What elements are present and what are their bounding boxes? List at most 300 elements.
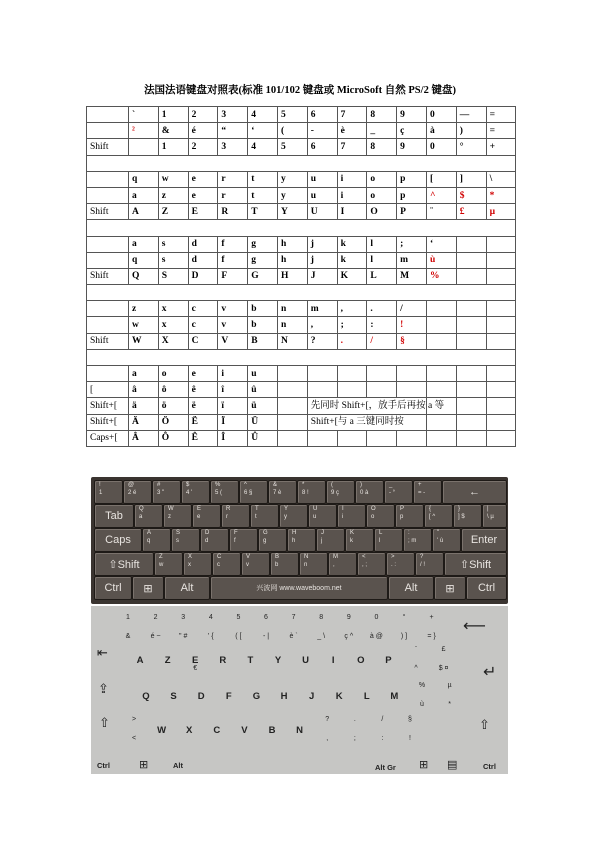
table-cell [456,236,486,252]
table-cell: i [337,187,367,203]
table-row [87,414,516,430]
key-shift-char: L [379,530,383,536]
table-spacer-cell [87,349,516,365]
key-shift-char: Y [284,506,289,512]
table-cell: v [218,317,248,333]
key-base-char: é ~ [150,633,161,640]
caps-lock-icon: ⇪ [98,682,109,697]
table-cell: p [397,187,427,203]
windows-icon-key [434,576,466,600]
table-cell: / [397,301,427,317]
key-base-char: x [188,562,191,568]
table-cell: g [248,252,278,268]
table-cell: z [129,301,159,317]
table-cell: u [307,187,337,203]
key-base-char: 3 " [157,490,165,496]
table-row [87,236,516,252]
table-cell [337,366,367,382]
table-cell: “ [218,123,248,139]
table-cell: ; [337,317,367,333]
table-cell: 1 [158,107,188,123]
key-shift-char: ^ [244,482,247,488]
table-row [87,285,516,301]
table-cell: ö [158,398,188,414]
table-cell [486,382,516,398]
key-shift-char: T [255,506,259,512]
key-main-char: Z [164,655,171,666]
table-cell: Q [129,268,159,284]
key-base-char: ( [ [235,633,242,640]
table-cell: & [158,123,188,139]
table-cell: ( [277,123,307,139]
table-cell: — [456,107,486,123]
key-main-char: A [136,655,144,666]
key [453,504,482,528]
key [411,682,433,710]
key-base-char: , ; [362,562,368,568]
table-cell: ô [158,382,188,398]
key [212,646,234,674]
key-base-char: " # [179,633,188,640]
table-row-label [87,366,129,382]
key-base-char: & [125,633,131,640]
table-cell [426,382,456,398]
table-cell [486,301,516,317]
table-row [87,139,516,155]
key [117,614,139,642]
key-main-char: O [357,655,365,666]
table-cell: d [188,236,218,252]
key-main-char: H [280,691,288,702]
windows-icon-key-label: ⊞ [143,582,153,595]
key-base-char: b [275,562,279,568]
table-cell: 8 [367,107,397,123]
table-cell: a [129,366,159,382]
table-cell: t [248,171,278,187]
table-cell: k [337,252,367,268]
table-cell: A [129,204,159,220]
key [295,646,317,674]
windows-icon: ⊞ [419,758,429,771]
key-base-char: s [176,538,179,544]
key-base-char: ' ù [437,538,444,544]
key-base-char: d [205,538,209,544]
windows-icon-key [132,576,164,600]
key [171,528,200,552]
key [432,528,461,552]
table-cell: Ö [158,414,188,430]
key [239,646,261,674]
key [163,504,192,528]
table-row-label: Shift+[ [87,414,129,430]
backspace-key [442,480,507,504]
key-base-char: z [168,514,171,520]
table-cell: q [129,252,159,268]
key-shift-char: : [408,530,410,536]
table-row [87,333,516,349]
table-cell: / [367,333,397,349]
key [393,614,415,642]
key [241,552,270,576]
key-shift-char: . [353,716,356,723]
key [297,480,326,504]
table-cell: 4 [248,139,278,155]
table-cell: î [218,382,248,398]
key-base-char: i [342,514,344,520]
table-cell: y [277,187,307,203]
table-cell [277,366,307,382]
table-cell: D [188,268,218,284]
key-base-char: 6 § [244,490,253,496]
table-cell: 9 [397,139,427,155]
key [206,716,228,744]
key [384,480,413,504]
table-cell: a [129,236,159,252]
key [365,614,387,642]
table-cell: r [218,187,248,203]
table-cell: o [158,366,188,382]
table-spacer-cell [87,285,516,301]
key-shift-char: § [408,716,412,723]
table-cell: x [158,317,188,333]
key-shift-char: ¨ [414,646,418,653]
table-cell: 1 [158,139,188,155]
key-main-char: B [268,725,276,736]
key [255,614,277,642]
key-main-char: V [241,725,248,736]
table-cell: \ [486,171,516,187]
table-cell [486,268,516,284]
key [326,480,355,504]
table-note: Shift+[与 a 三键同时按 [307,414,426,430]
key-main-char: K [335,691,343,702]
key-shift-char: 7 [291,614,296,621]
table-cell: : [367,317,397,333]
ctrl-right-key-label: Ctrl [477,582,496,594]
key [157,646,179,674]
key [123,480,152,504]
key-base-char: f [234,538,236,544]
key-base-char: \ µ [487,514,494,520]
key-shift-char: 8 [319,614,324,621]
key-shift-char: / [381,716,384,723]
table-cell: ° [456,139,486,155]
table-cell: 2 [188,107,218,123]
shift-right-icon: ⇧ [479,718,490,733]
table-cell: Ï [218,414,248,430]
table-cell: ` [129,107,159,123]
key-shift-char: + [429,614,434,621]
key [267,646,289,674]
key-main-char: W [157,725,167,736]
key-shift-char: M [333,554,338,560]
key [371,716,393,744]
table-cell: 3 [218,107,248,123]
table-cell [307,382,337,398]
table-cell: £ [456,204,486,220]
key-base-char: a [139,514,143,520]
table-cell [426,317,456,333]
space-key [210,576,388,600]
key [415,552,444,576]
light-keyboard-image [91,606,508,774]
key-main-char: T [247,655,254,666]
table-cell: l [367,252,397,268]
key [439,682,461,710]
key-base-char: ) ] [400,633,408,640]
key-shift-char: 1 [126,614,130,621]
key [403,528,432,552]
tab-icon: ⇤ [97,646,108,661]
table-row [87,204,516,220]
shift-right-key [444,552,507,576]
table-cell: c [188,317,218,333]
table-cell: K [337,268,367,284]
key-shift-char: $ [186,482,190,488]
key-base-char: l [379,538,381,544]
table-cell: . [337,333,367,349]
table-cell: i [337,171,367,187]
backspace-icon: ⟵ [463,616,486,635]
table-cell [486,430,516,446]
alt-right-key-label: Alt [404,582,418,594]
table-cell: e [188,366,218,382]
alt-left-key [164,576,210,600]
table-cell: è [337,123,367,139]
key-main-char: G [252,691,261,702]
table-cell [129,139,159,155]
table-cell: L [367,268,397,284]
key-shift-char: E [197,506,202,512]
key-shift-char: £ [441,646,446,653]
alt-right-key [388,576,434,600]
key-base-char: y [284,514,287,520]
table-row [87,220,516,236]
key [310,614,332,642]
table-cell: 8 [367,139,397,155]
table-cell [337,382,367,398]
table-cell: c [188,301,218,317]
table-cell: w [158,171,188,187]
key [405,646,427,674]
table-cell: V [218,333,248,349]
table-cell: ] [456,171,486,187]
key-base-char: g [263,538,267,544]
table-cell: 0 [426,139,456,155]
key [270,552,299,576]
key [190,682,212,710]
caps-key-label: Caps [105,534,131,546]
key [328,682,350,710]
table-cell: G [248,268,278,284]
key-shift-char: 3 [181,614,186,621]
table-cell: Î [218,430,248,446]
table-cell: Ü [248,414,278,430]
table-cell: m [397,252,427,268]
table-cell: w [129,317,159,333]
key-base-char: / ! [420,562,426,568]
key [261,716,283,744]
table-row [87,430,516,446]
key [142,528,171,552]
table-cell: h [277,236,307,252]
table-cell: ä [129,398,159,414]
table-row [87,171,516,187]
key [178,716,200,744]
key [183,552,212,576]
key [337,504,366,528]
key-shift-char: ( [331,482,333,488]
key [94,480,123,504]
table-cell: é [188,123,218,139]
key-shift-char: ? [420,554,424,560]
key [184,646,206,674]
key [421,614,443,642]
key-main-char: S [170,691,177,702]
key [123,716,145,744]
table-cell: à [426,123,456,139]
table-spacer-cell [87,155,516,171]
key-shift-char: 6 [264,614,268,621]
key-main-char: I [331,655,335,666]
table-row-label [87,171,129,187]
key-base-char: ] $ [458,514,465,520]
key [322,646,344,674]
key [129,646,151,674]
key-shift-char: R [226,506,231,512]
page-title: 法国法语键盘对照表(标准 101/102 键盘或 MicroSoft 自然 PS/2 键盘) [144,85,456,96]
table-cell: 9 [397,107,427,123]
table-cell [456,366,486,382]
table-cell: e [188,187,218,203]
table-cell: d [188,252,218,268]
table-cell: J [307,268,337,284]
key-main-char: L [363,691,370,702]
table-row-label [87,107,129,123]
table-cell: ² [129,123,159,139]
table-cell: a [129,187,159,203]
key-shift-char: 5 [236,614,241,621]
table-cell [426,301,456,317]
ctrl-left-key-label: Ctrl [104,582,122,594]
key-shift-char: K [350,530,355,536]
key [134,504,163,528]
key-base-char: 0 à [360,490,369,496]
key-base-char: v [246,562,249,568]
table-cell: j [307,236,337,252]
table-cell: v [218,301,248,317]
ctrl-right-label: Ctrl [483,762,496,771]
table-cell: S [158,268,188,284]
table-cell [367,430,397,446]
key-base-char: € [193,665,198,672]
table-cell: O [367,204,397,220]
table-cell: 4 [248,107,278,123]
table-cell [277,382,307,398]
table-cell: T [248,204,278,220]
key-shift-char: Q [139,506,144,512]
key [273,682,295,710]
key [399,716,421,744]
key [221,504,250,528]
table-cell: Ä [129,414,159,430]
key-shift-char: > [391,554,395,560]
key-main-char: Y [274,655,282,666]
table-cell: [ [426,171,456,187]
table-cell: § [397,333,427,349]
table-cell: . [367,301,397,317]
key-base-char: q [147,538,151,544]
table-cell [397,382,427,398]
table-cell: R [218,204,248,220]
key-base-char: r [226,514,228,520]
key [357,552,386,576]
key-base-char: è ` [289,633,298,640]
key-shift-char: A [147,530,152,536]
key [227,614,249,642]
key-base-char: à @ [369,633,383,640]
table-row [87,268,516,284]
key-shift-char: H [292,530,297,536]
key-shift-char: µ [447,682,452,689]
key [163,682,185,710]
table-row [87,187,516,203]
key [145,614,167,642]
key-main-char: C [213,725,221,736]
key [328,552,357,576]
table-cell: ‘ [426,236,456,252]
table-cell: U [307,204,337,220]
key [283,614,305,642]
key-shift-char: 2 [153,614,158,621]
table-cell: Z [158,204,188,220]
table-cell [277,430,307,446]
key-base-char: , [326,735,329,742]
backspace-key-label: ← [469,486,480,498]
table-cell [307,430,337,446]
table-cell: l [367,236,397,252]
key [356,682,378,710]
key-shift-char: 0 [374,614,379,621]
key [299,552,328,576]
key [344,716,366,744]
table-cell: b [248,317,278,333]
key [200,614,222,642]
table-cell: ù [426,252,456,268]
table-cell [456,414,486,430]
table-cell [277,414,307,430]
key [218,682,240,710]
key [135,682,157,710]
table-row-label [87,301,129,317]
table-cell: H [277,268,307,284]
table-cell: s [158,236,188,252]
space-key-label: 兴波网 www.waveboom.net [256,585,342,592]
table-cell: x [158,301,188,317]
key-shift-char: | [487,506,489,512]
table-cell: ë [188,398,218,414]
table-cell: i [218,366,248,382]
key [250,504,279,528]
key [289,716,311,744]
shift-left-key [94,552,154,576]
table-row-label: Shift [87,204,129,220]
table-cell: ) [456,123,486,139]
table-row-label: [ [87,382,129,398]
table-row [87,398,516,414]
key-base-char: j [321,538,323,544]
key-base-char: c [217,562,220,568]
